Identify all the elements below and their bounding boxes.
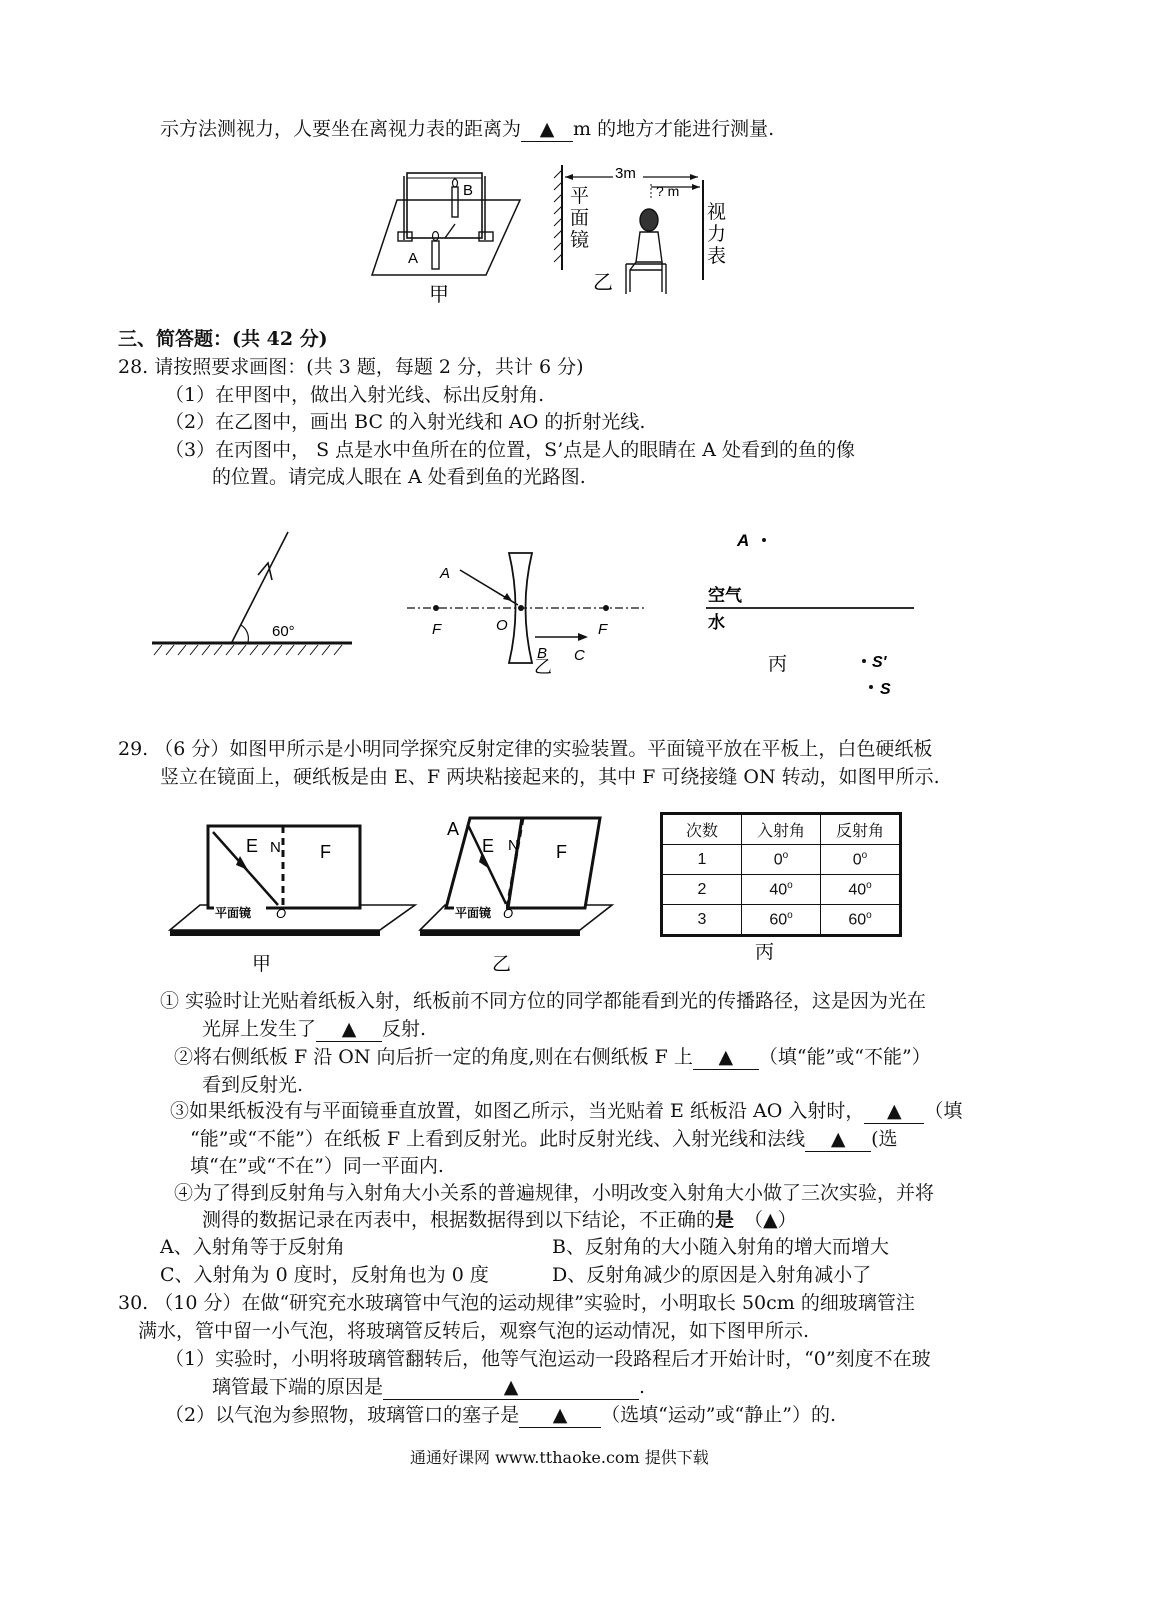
label-b: B [463,182,474,199]
yi-n: N [508,837,519,854]
answer-blank: ▲ [521,118,573,142]
jia-o: O [276,906,287,921]
label-mirror-2: 面 [570,207,590,229]
answer-blank: ▲ [693,1046,759,1070]
label-s: S [880,681,891,698]
q29-s3-line1: ③如果纸板没有与平面镜垂直放置，如图乙所示，当光贴着 E 纸板沿 AO 入射时， ▲ （填 [170,1100,963,1122]
q29-stem-line1: 29. （6 分）如图甲所示是小明同学探究反射定律的实验装置。平面镜平放在平板上，白色硬纸板 [118,738,933,760]
label-3m: 3m [615,165,636,182]
bing-label-a: A [737,531,750,550]
table-header-row [662,814,901,845]
top-line-text: 示方法测视力，人要坐在离视力表的距离为 [160,118,522,140]
label-qm: ? m [656,183,680,199]
q29-s2-line2: 看到反射光. [202,1074,304,1096]
table-header: 次数 [662,814,742,845]
bing-caption: 丙 [768,653,788,675]
lens-label-b: B [537,645,548,662]
jia-f: F [320,842,331,862]
yi-o: O [503,906,514,921]
caption-yi-top: 乙 [593,270,613,294]
label-water: 水 [708,613,725,632]
angle-60: 60° [272,623,295,640]
label-chart-2: 力 [707,223,727,245]
label-mirror-1: 平 [570,185,590,207]
lens-caption: 乙 [534,657,552,678]
table-row [662,845,901,875]
q29-option-a: A、入射角等于反射角 [160,1236,345,1258]
yi-e: E [482,836,495,856]
table-cell: 0$^o$ [821,845,901,875]
table-cell: 60$^o$ [742,905,821,936]
jia-n: N [270,839,281,856]
table-header: 反射角 [821,814,901,845]
q30-p2: （2）以气泡为参照物，玻璃管口的塞子是 ▲ （选填“运动”或“静止”）的. [165,1404,836,1426]
yi-mirror-label: 平面镜 [455,906,492,920]
table-row [662,905,901,936]
q29-s1-line2: 光屏上发生了 ▲ 反射. [202,1018,427,1040]
q29-caption-yi: 乙 [492,953,512,975]
q28-stem: 28. 请按照要求画图：(共 3 题，每题 2 分，共计 6 分) [118,356,584,378]
table-cell: 40$^o$ [821,875,901,905]
yi-a: A [447,819,460,839]
q29-option-c: C、入射角为 0 度时，反射角也为 0 度 [160,1264,489,1286]
q30-p1-line2: 璃管最下端的原因是 ▲ . [212,1376,646,1398]
q30-stem-line2: 满水，管中留一小气泡，将玻璃管反转后，观察气泡的运动情况，如下图甲所示. [138,1320,810,1342]
q29-s1-line1: ① 实验时让光贴着纸板入射，纸板前不同方位的同学都能看到光的传播路径，这是因为光在 [160,990,927,1012]
q29-s4-line1: ④为了得到反射角与入射角大小关系的普遍规律，小明改变入射角大小做了三次实验，并将 [174,1182,935,1204]
table-cell: 3 [662,905,742,936]
lens-label-f2: F [598,621,608,638]
lens-label-a: A [440,565,451,582]
table-cell: 0$^o$ [742,845,821,875]
answer-blank: ▲ [864,1100,924,1124]
caption-jia-top: 甲 [429,282,449,306]
q29-s4-line2: 测得的数据记录在丙表中，根据数据得到以下结论，不正确的是 （▲） [202,1209,797,1231]
q29-stem-line2: 竖立在镜面上，硬纸板是由 E、F 两块粘接起来的，其中 F 可绕接缝 ON 转动，如图甲所示. [160,766,940,788]
table-cell: 40$^o$ [742,875,821,905]
q29-caption-jia: 甲 [252,953,272,975]
q29-caption-bing: 丙 [755,941,775,963]
jia-e: E [246,836,259,856]
table-cell: 60$^o$ [821,905,901,936]
label-air: 空气 [708,586,742,605]
yi-f: F [556,842,567,862]
q29-option-b: B、反射角的大小随入射角的增大而增大 [552,1236,889,1258]
answer-blank: ▲ [316,1018,382,1042]
q29-option-d: D、反射角减少的原因是入射角减小了 [552,1264,872,1286]
table-row [662,875,901,905]
jia-mirror-label: 平面镜 [215,906,252,920]
lens-label-c: C [574,647,585,664]
label-a: A [408,250,419,267]
table-cell: 2 [662,875,742,905]
q28-part3-line2: 的位置。请完成人眼在 A 处看到鱼的光路图. [212,466,586,488]
q29-s2-line1: ②将右侧纸板 F 沿 ON 向后折一定的角度,则在右侧纸板 F 上 ▲ （填“能”或“不能”） [174,1046,931,1068]
q29-s3-line2: “能”或“不能”）在纸板 F 上看到反射光。此时反射光线、入射光线和法线 ▲ (选 [190,1128,898,1150]
footer: 通通好课网 www.tthaoke.com 提供下载 [410,1448,709,1467]
label-mirror-3: 镜 [570,229,590,251]
q28-part2: （2）在乙图中，画出 BC 的入射光线和 AO 的折射光线. [165,411,646,433]
answer-blank: ▲ [383,1376,639,1400]
answer-blank: ▲ [519,1404,601,1428]
table-cell: 1 [662,845,742,875]
lens-label-o: O [496,617,508,634]
answer-blank: ▲ [805,1128,871,1152]
section-3-heading: 三、简答题：(共 42 分) [118,328,328,350]
q28-part1: （1）在甲图中，做出入射光线、标出反射角. [165,384,545,406]
angle-table [660,812,902,937]
label-chart-3: 表 [707,245,727,267]
table-header: 入射角 [742,814,821,845]
top-line-tail: m 的地方才能进行测量. [573,118,775,140]
q30-p1-line1: （1）实验时，小明将玻璃管翻转后，他等气泡运动一段路程后才开始计时，“0”刻度不在玻 [165,1348,931,1370]
q28-part3-line1: （3）在丙图中， S 点是水中鱼所在的位置，S’点是人的眼睛在 A 处看到的鱼的像 [165,439,856,461]
label-s-prime: S' [872,654,887,671]
q30-stem-line1: 30. （10 分）在做“研究充水玻璃管中气泡的运动规律”实验时，小明取长 50cm 的细玻璃管注 [118,1292,915,1314]
label-chart-1: 视 [707,201,727,223]
lens-label-f1: F [432,621,442,638]
q29-s3-line3: 填“在”或“不在”）同一平面内. [190,1155,444,1177]
